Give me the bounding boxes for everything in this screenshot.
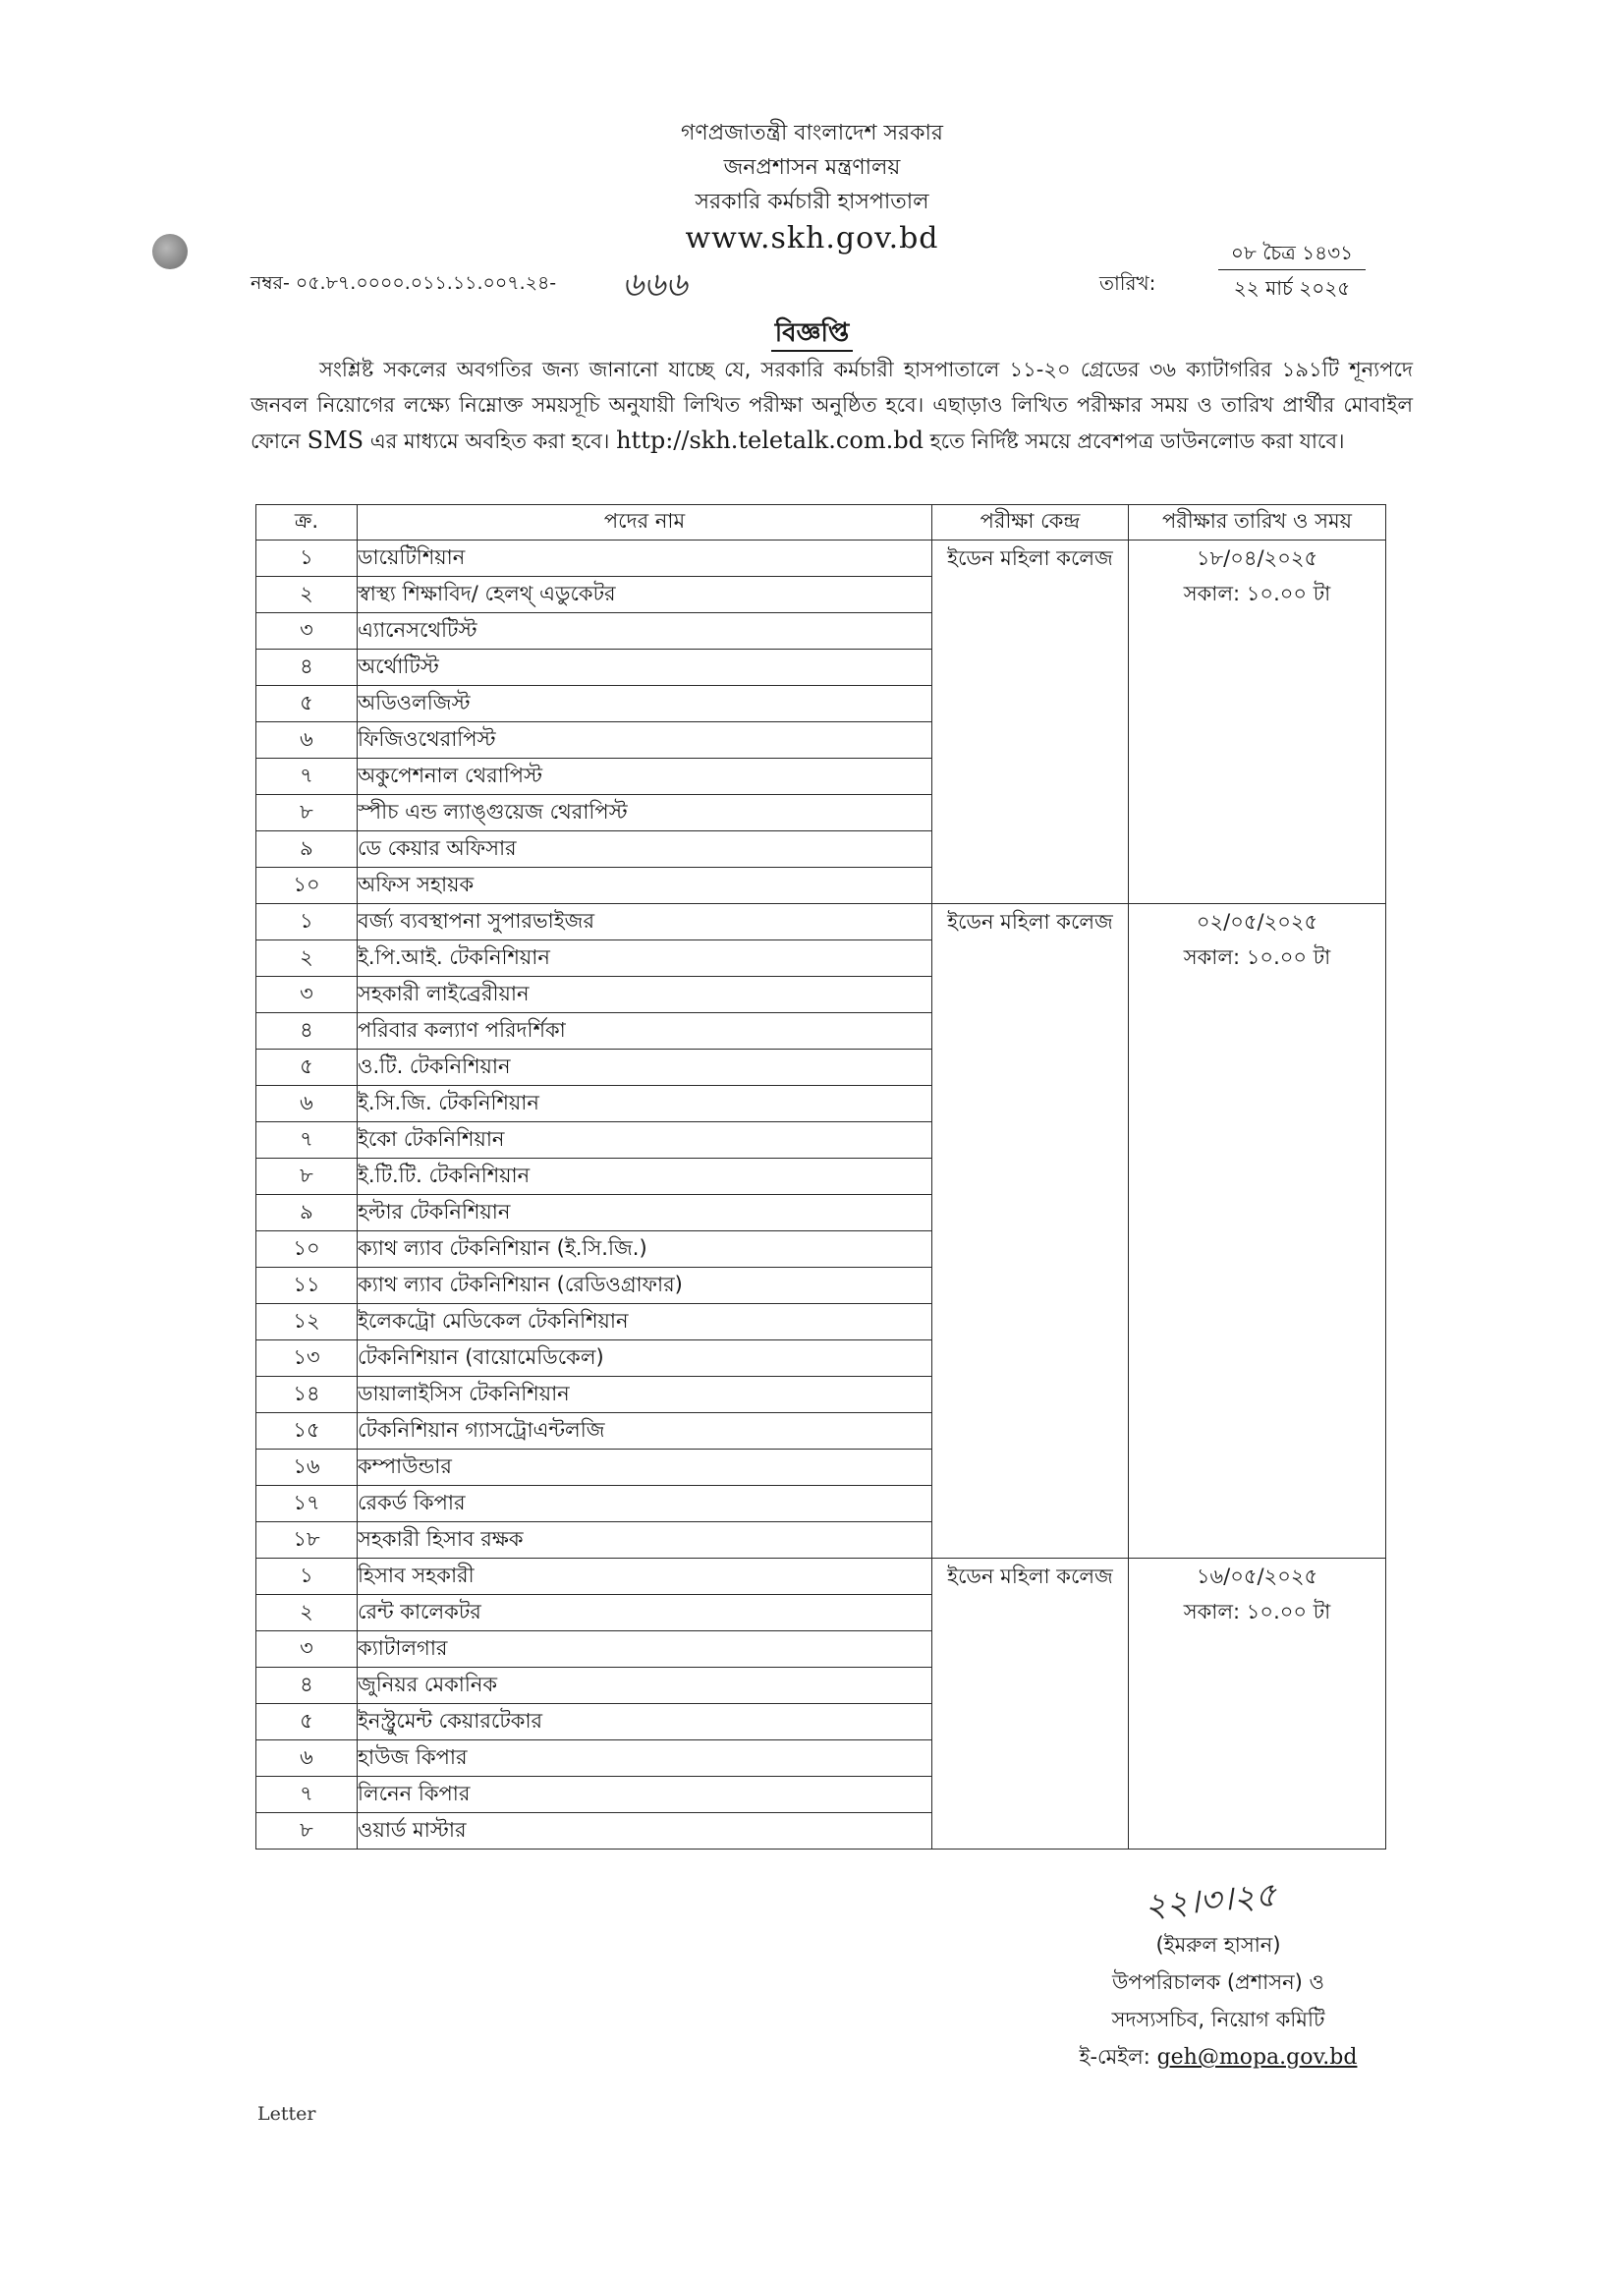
post-name-cell: কম্পাউন্ডার (358, 1450, 932, 1486)
serial-cell: ৩ (256, 613, 358, 650)
memo-number: নম্বর- ০৫.৮৭.০০০০.০১১.১১.০০৭.২৪- (251, 272, 557, 294)
table-row (256, 1559, 1386, 1595)
table-row (256, 904, 1386, 940)
signatory-designation: উপপরিচালক (প্রশাসন) ও (1112, 1970, 1324, 1994)
signatory-block (1022, 1926, 1415, 2077)
exam-date: ০২/০৫/২০২৫ (1196, 910, 1318, 934)
post-name-cell: ফিজিওথেরাপিস্ট (358, 722, 932, 759)
serial-cell: ১৪ (256, 1377, 358, 1413)
date-english: ২২ মার্চ ২০২৫ (1233, 276, 1351, 300)
exam-time: সকাল: ১০.০০ টা (1183, 1600, 1331, 1623)
exam-center-cell: ইডেন মহিলা কলেজ (932, 1559, 1129, 1850)
exam-center-cell: ইডেন মহিলা কলেজ (932, 541, 1129, 904)
serial-cell: ১ (256, 541, 358, 577)
post-name-cell: রেন্ট কালেকটর (358, 1595, 932, 1631)
table-row (256, 541, 1386, 577)
header-exam-center: পরীক্ষা কেন্দ্র (932, 505, 1129, 541)
ministry-name: জনপ্রশাসন মন্ত্রণালয় (723, 155, 901, 180)
notice-body-part1: সংশ্লিষ্ট সকলের অবগতির জন্য জানানো যাচ্ছে যে, সরকারি কর্মচারী হাসপাতালে ১১-২০ গ্রেডের ৩৬ ক্যাটাগরির ১৯১টি শূন্যপদে জনবল নিয়োগের লক্ষ্যে নিম্নোক্ত সময়সূচি অনুযায়ী লিখিত পরীক্ষা অনুষ্ঠিত হবে। এছাড়াও লিখিত পরীক্ষার সময় ও তারিখ প্রার্থীর মোবাইল ফোনে (251, 358, 1413, 453)
serial-cell: ৯ (256, 1195, 358, 1231)
serial-cell: ৩ (256, 977, 358, 1013)
government-name: গণপ্রজাতন্ত্রী বাংলাদেশ সরকার (680, 121, 944, 145)
serial-cell: ৯ (256, 831, 358, 868)
serial-cell: ৭ (256, 1122, 358, 1159)
serial-cell: ১০ (256, 1231, 358, 1268)
serial-cell: ৭ (256, 1777, 358, 1813)
serial-cell: ৮ (256, 795, 358, 831)
memo-row (251, 241, 1371, 307)
exam-date: ১৬/০৫/২০২৫ (1196, 1565, 1318, 1588)
serial-cell: ২ (256, 1595, 358, 1631)
post-name-cell: সহকারী লাইব্রেরীয়ান (358, 977, 932, 1013)
serial-cell: ১৭ (256, 1486, 358, 1522)
post-name-cell: অর্থোটিস্ট (358, 650, 932, 686)
post-name-cell: বর্জ্য ব্যবস্থাপনা সুপারভাইজর (358, 904, 932, 940)
serial-cell: ২ (256, 577, 358, 613)
post-name-cell: জুনিয়র মেকানিক (358, 1668, 932, 1704)
post-name-cell: ও.টি. টেকনিশিয়ান (358, 1050, 932, 1086)
post-name-cell: ই.টি.টি. টেকনিশিয়ান (358, 1159, 932, 1195)
signatory-role: সদস্যসচিব, নিয়োগ কমিটি (1111, 2008, 1325, 2031)
letterhead (0, 116, 1624, 258)
exam-datetime-cell (1129, 1559, 1386, 1850)
serial-cell: ১৫ (256, 1413, 358, 1450)
post-name-cell: টেকনিশিয়ান (বায়োমেডিকেল) (358, 1340, 932, 1377)
post-name-cell: হাউজ কিপার (358, 1740, 932, 1777)
post-name-cell: ডে কেয়ার অফিসার (358, 831, 932, 868)
serial-cell: ৪ (256, 1013, 358, 1050)
post-name-cell: টেকনিশিয়ান গ্যাসট্রোএন্টলজি (358, 1413, 932, 1450)
exam-time: সকাল: ১০.০০ টা (1183, 945, 1331, 969)
post-name-cell: লিনেন কিপার (358, 1777, 932, 1813)
post-name-cell: অডিওলজিস্ট (358, 686, 932, 722)
notice-title (0, 313, 1624, 356)
serial-cell: ১১ (256, 1268, 358, 1304)
header-serial: ক্র. (256, 505, 358, 541)
date-label: তারিখ: (1099, 271, 1156, 295)
post-name-cell: অকুপেশনাল থেরাপিস্ট (358, 759, 932, 795)
post-name-cell: হল্টার টেকনিশিয়ান (358, 1195, 932, 1231)
notice-body-part3: হতে নির্দিষ্ট সময়ে প্রবেশপত্র ডাউনলোড করা যাবে। (929, 429, 1345, 453)
serial-cell: ৬ (256, 1740, 358, 1777)
office-name: সরকারি কর্মচারী হাসপাতাল (695, 190, 929, 214)
table-header-row (256, 505, 1386, 541)
exam-schedule-table (255, 504, 1386, 1850)
post-name-cell: সহকারী হিসাব রক্ষক (358, 1522, 932, 1559)
office-website: www.skh.gov.bd (685, 221, 939, 256)
handwritten-signature: ২২।৩।২৫ (1143, 1875, 1279, 1926)
notice-sms: SMS (307, 427, 364, 454)
exam-center-cell: ইডেন মহিলা কলেজ (932, 904, 1129, 1559)
serial-cell: ৭ (256, 759, 358, 795)
post-name-cell: রেকর্ড কিপার (358, 1486, 932, 1522)
serial-cell: ৫ (256, 686, 358, 722)
post-name-cell: হিসাব সহকারী (358, 1559, 932, 1595)
serial-cell: ১৩ (256, 1340, 358, 1377)
post-name-cell: ইকো টেকনিশিয়ান (358, 1122, 932, 1159)
post-name-cell: ক্যাটালগার (358, 1631, 932, 1668)
serial-cell: ৮ (256, 1813, 358, 1850)
signatory-email-line (1022, 2038, 1415, 2077)
notice-body-part2: এর মাধ্যমে অবহিত করা হবে। (369, 429, 610, 453)
notice-body (251, 352, 1413, 459)
serial-cell: ৬ (256, 722, 358, 759)
post-name-cell: ডায়েটিশিয়ান (358, 541, 932, 577)
date-block (1218, 236, 1366, 306)
post-name-cell: ইলেকট্রো মেডিকেল টেকনিশিয়ান (358, 1304, 932, 1340)
header-exam-datetime: পরীক্ষার তারিখ ও সময় (1129, 505, 1386, 541)
serial-cell: ১৬ (256, 1450, 358, 1486)
post-name-cell: পরিবার কল্যাণ পরিদর্শিকা (358, 1013, 932, 1050)
serial-cell: ১০ (256, 868, 358, 904)
notice-title-text: বিজ্ঞপ্তি (771, 318, 854, 352)
serial-cell: ১৮ (256, 1522, 358, 1559)
serial-cell: ৪ (256, 650, 358, 686)
serial-cell: ৫ (256, 1050, 358, 1086)
serial-cell: ৪ (256, 1668, 358, 1704)
post-name-cell: অফিস সহায়ক (358, 868, 932, 904)
serial-cell: ১ (256, 1559, 358, 1595)
post-name-cell: ক্যাথ ল্যাব টেকনিশিয়ান (ই.সি.জি.) (358, 1231, 932, 1268)
serial-cell: ৬ (256, 1086, 358, 1122)
post-name-cell: ডায়ালাইসিস টেকনিশিয়ান (358, 1377, 932, 1413)
post-name-cell: ইনস্ট্রুমেন্ট কেয়ারটেকার (358, 1704, 932, 1740)
post-name-cell: ক্যাথ ল্যাব টেকনিশিয়ান (রেডিওগ্রাফার) (358, 1268, 932, 1304)
header-post-name: পদের নাম (358, 505, 932, 541)
date-bangla: ০৮ চৈত্র ১৪৩১ (1218, 236, 1366, 270)
serial-cell: ১ (256, 904, 358, 940)
post-name-cell: স্পীচ এন্ড ল্যাঙ্গুয়েজ থেরাপিস্ট (358, 795, 932, 831)
serial-cell: ৮ (256, 1159, 358, 1195)
exam-date: ১৮/০৪/২০২৫ (1196, 546, 1318, 570)
email-label: ই-মেইল: (1079, 2045, 1150, 2069)
serial-cell: ৩ (256, 1631, 358, 1668)
signatory-name: (ইমরুল হাসান) (1155, 1933, 1281, 1957)
exam-datetime-cell (1129, 541, 1386, 904)
post-name-cell: স্বাস্থ্য শিক্ষাবিদ/ হেলথ্ এডুকেটর (358, 577, 932, 613)
post-name-cell: এ্যানেসথেটিস্ট (358, 613, 932, 650)
table-body (256, 541, 1386, 1850)
serial-cell: ১২ (256, 1304, 358, 1340)
admit-card-url[interactable]: http://skh.teletalk.com.bd (616, 427, 924, 454)
email-link[interactable]: geh@mopa.gov.bd (1156, 2045, 1358, 2070)
memo-handwritten-number: ৬৬৬ (622, 265, 688, 305)
exam-datetime-cell (1129, 904, 1386, 1559)
post-name-cell: ই.পি.আই. টেকনিশিয়ান (358, 940, 932, 977)
exam-time: সকাল: ১০.০০ টা (1183, 582, 1331, 605)
post-name-cell: ই.সি.জি. টেকনিশিয়ান (358, 1086, 932, 1122)
post-name-cell: ওয়ার্ড মাস্টার (358, 1813, 932, 1850)
serial-cell: ২ (256, 940, 358, 977)
serial-cell: ৫ (256, 1704, 358, 1740)
paper-size-label: Letter (257, 2103, 316, 2125)
